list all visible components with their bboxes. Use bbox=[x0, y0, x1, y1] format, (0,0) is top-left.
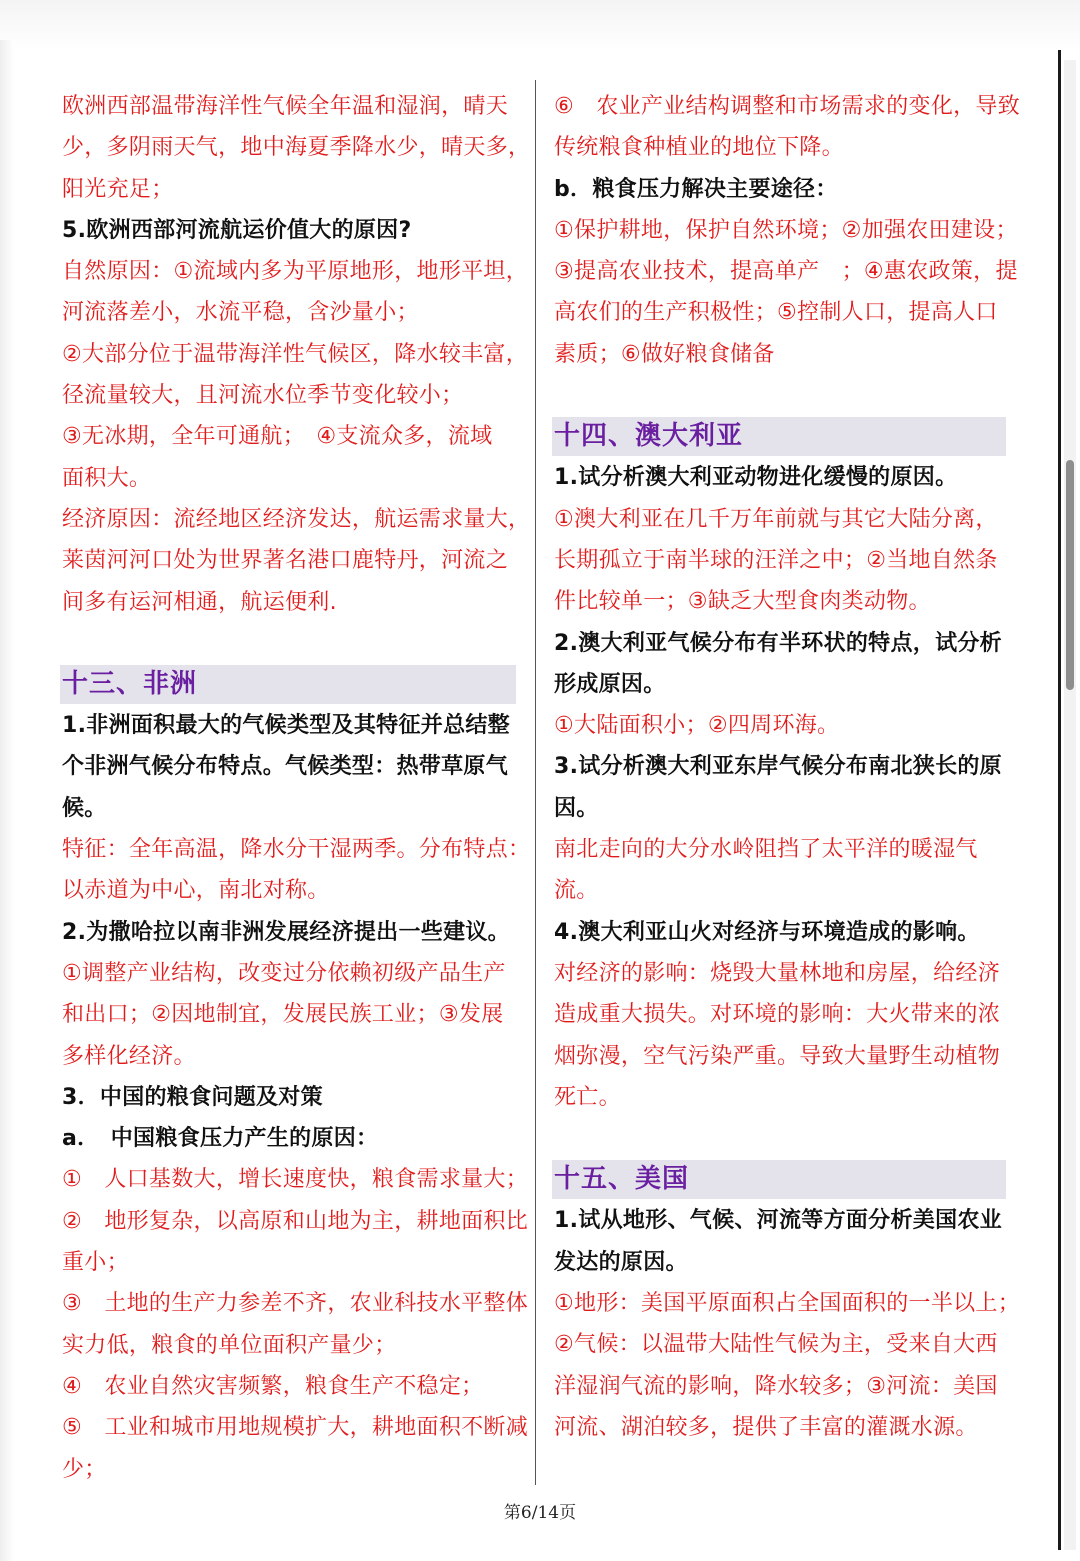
question-line: 形成原因。 bbox=[554, 671, 666, 697]
question-line: b．粮食压力解决主要途径： bbox=[554, 176, 838, 202]
answer-line: 欧洲西部温带海洋性气候全年温和湿润，晴天 bbox=[62, 94, 509, 119]
answer-line: 洋湿润气流的影响，降水较多；③河流：美国 bbox=[554, 1373, 998, 1399]
top-shadow bbox=[0, 0, 1080, 50]
section-heading: 十五、美国 bbox=[552, 1160, 1006, 1199]
answer-line: 多样化经济。 bbox=[62, 1043, 196, 1069]
answer-line: ①调整产业结构，改变过分依赖初级产品生产 bbox=[62, 960, 506, 986]
viewer-edge-line bbox=[1058, 50, 1061, 1550]
section-heading: 十四、澳大利亚 bbox=[552, 417, 1006, 456]
answer-line: ① 人口基数大，增长速度快，粮食需求量大； bbox=[62, 1167, 529, 1193]
page-left-edge bbox=[0, 40, 14, 1561]
spacer bbox=[554, 375, 1016, 416]
answer-line: ①地形：美国平原面积占全国面积的一半以上； bbox=[554, 1291, 1021, 1317]
answer-line: 径流量较大，且河流水位季节变化较小； bbox=[62, 383, 464, 409]
answer-line: ③无冰期，全年可通航； ④支流众多，流域 bbox=[62, 424, 493, 450]
answer-line: 特征：全年高温，降水分干湿两季。分布特点： bbox=[62, 837, 531, 863]
answer-line: 高农们的生产积极性；⑤控制人口，提高人口 bbox=[554, 300, 998, 326]
question-line: 个非洲气候分布特点。气候类型：热带草原气 bbox=[62, 754, 509, 780]
question-line: 2.澳大利亚气候分布有半环状的特点，试分析 bbox=[554, 630, 1002, 656]
question-line: 3.试分析澳大利亚东岸气候分布南北狭长的原 bbox=[554, 754, 1002, 780]
answer-line: 少，多阴雨天气，地中海夏季降水少，晴天多， bbox=[62, 135, 531, 161]
answer-line: 造成重大损失。对环境的影响：大火带来的浓 bbox=[554, 1002, 1001, 1028]
spacer bbox=[62, 623, 524, 664]
question-line: 1.非洲面积最大的气候类型及其特征并总结整 bbox=[62, 713, 510, 739]
column-divider bbox=[535, 80, 536, 1485]
answer-line: 经济原因：流经地区经济发达，航运需求量大， bbox=[62, 506, 531, 532]
answer-line: 素质；⑥做好粮食储备 bbox=[554, 341, 775, 367]
answer-line: ⑤ 工业和城市用地规模扩大，耕地面积不断减 bbox=[62, 1415, 529, 1441]
question-line: 发达的原因。 bbox=[554, 1249, 688, 1275]
answer-line: 以赤道为中心，南北对称。 bbox=[62, 878, 330, 904]
question-line: 4.澳大利亚山火对经济与环境造成的影响。 bbox=[554, 919, 980, 945]
answer-line: 实力低，粮食的单位面积产量少； bbox=[62, 1332, 397, 1358]
question-line: 1.试分析澳大利亚动物进化缓慢的原因。 bbox=[554, 465, 958, 491]
answer-line: ①大陆面积小；②四周环海。 bbox=[554, 713, 840, 739]
answer-line: 莱茵河河口处为世界著名港口鹿特丹，河流之 bbox=[62, 548, 509, 574]
question-line: a． 中国粮食压力产生的原因： bbox=[62, 1126, 379, 1152]
question-line: 候。 bbox=[62, 795, 107, 821]
left-column bbox=[62, 86, 531, 1490]
right-column bbox=[554, 86, 1021, 1448]
question-line: 1.试从地形、气候、河流等方面分析美国农业 bbox=[554, 1208, 1002, 1234]
answer-line: 件比较单一；③缺乏大型食肉类动物。 bbox=[554, 589, 931, 615]
answer-line: ①保护耕地，保护自然环境；②加强农田建设； bbox=[554, 217, 1018, 243]
question-line: 5.欧洲西部河流航运价值大的原因? bbox=[62, 217, 412, 243]
answer-line: 南北走向的大分水岭阻挡了太平洋的暖湿气 bbox=[554, 837, 978, 863]
answer-line: 间多有运河相通，航运便利. bbox=[62, 589, 337, 615]
question-line: 3．中国的粮食问题及对策 bbox=[62, 1084, 323, 1110]
answer-line: 流。 bbox=[554, 878, 599, 904]
answer-line: ② 地形复杂，以高原和山地为主，耕地面积比 bbox=[62, 1208, 529, 1234]
question-line: 2.为撒哈拉以南非洲发展经济提出一些建议。 bbox=[62, 919, 510, 945]
answer-line: 传统粮食种植业的地位下降。 bbox=[554, 135, 844, 161]
answer-line: 河流落差小，水流平稳，含沙量小； bbox=[62, 300, 419, 326]
answer-line: ②气候：以温带大陆性气候为主，受来自大西 bbox=[554, 1332, 998, 1358]
answer-line: 自然原因：①流域内多为平原地形，地形平坦， bbox=[62, 259, 529, 285]
section-heading: 十三、非洲 bbox=[60, 665, 516, 704]
scrollbar-track[interactable] bbox=[1064, 60, 1076, 1550]
scrollbar-thumb[interactable] bbox=[1066, 460, 1074, 690]
answer-line: ③提高农业技术，提高单产 ；④惠农政策，提 bbox=[554, 259, 1018, 285]
answer-line: ④ 农业自然灾害频繁，粮食生产不稳定； bbox=[62, 1373, 484, 1399]
answer-line: 死亡。 bbox=[554, 1084, 621, 1110]
answer-line: 和出口；②因地制宜，发展民族工业；③发展 bbox=[62, 1002, 504, 1028]
page-number: 第6/14页 bbox=[503, 1503, 577, 1523]
answer-line: 面积大。 bbox=[62, 465, 152, 491]
answer-line: 阳光充足； bbox=[62, 176, 174, 202]
answer-line: 对经济的影响：烧毁大量林地和房屋，给经济 bbox=[554, 960, 1001, 986]
answer-line: ①澳大利亚在几千万年前就与其它大陆分离， bbox=[554, 506, 998, 532]
answer-line: ⑥ 农业产业结构调整和市场需求的变化，导致 bbox=[554, 94, 1021, 119]
answer-line: 河流、湖泊较多，提供了丰富的灌溉水源。 bbox=[554, 1414, 978, 1440]
answer-line: 重小； bbox=[62, 1250, 129, 1276]
question-line: 因。 bbox=[554, 795, 599, 821]
spacer bbox=[554, 1118, 1016, 1159]
answer-line: 长期孤立于南半球的汪洋之中；②当地自然条 bbox=[554, 547, 998, 573]
answer-line: ③ 土地的生产力参差不齐，农业科技水平整体 bbox=[62, 1291, 529, 1317]
answer-line: ②大部分位于温带海洋性气候区，降水较丰富， bbox=[62, 341, 529, 367]
answer-line: 少； bbox=[62, 1456, 107, 1482]
answer-line: 烟弥漫，空气污染严重。导致大量野生动植物 bbox=[554, 1043, 1001, 1069]
